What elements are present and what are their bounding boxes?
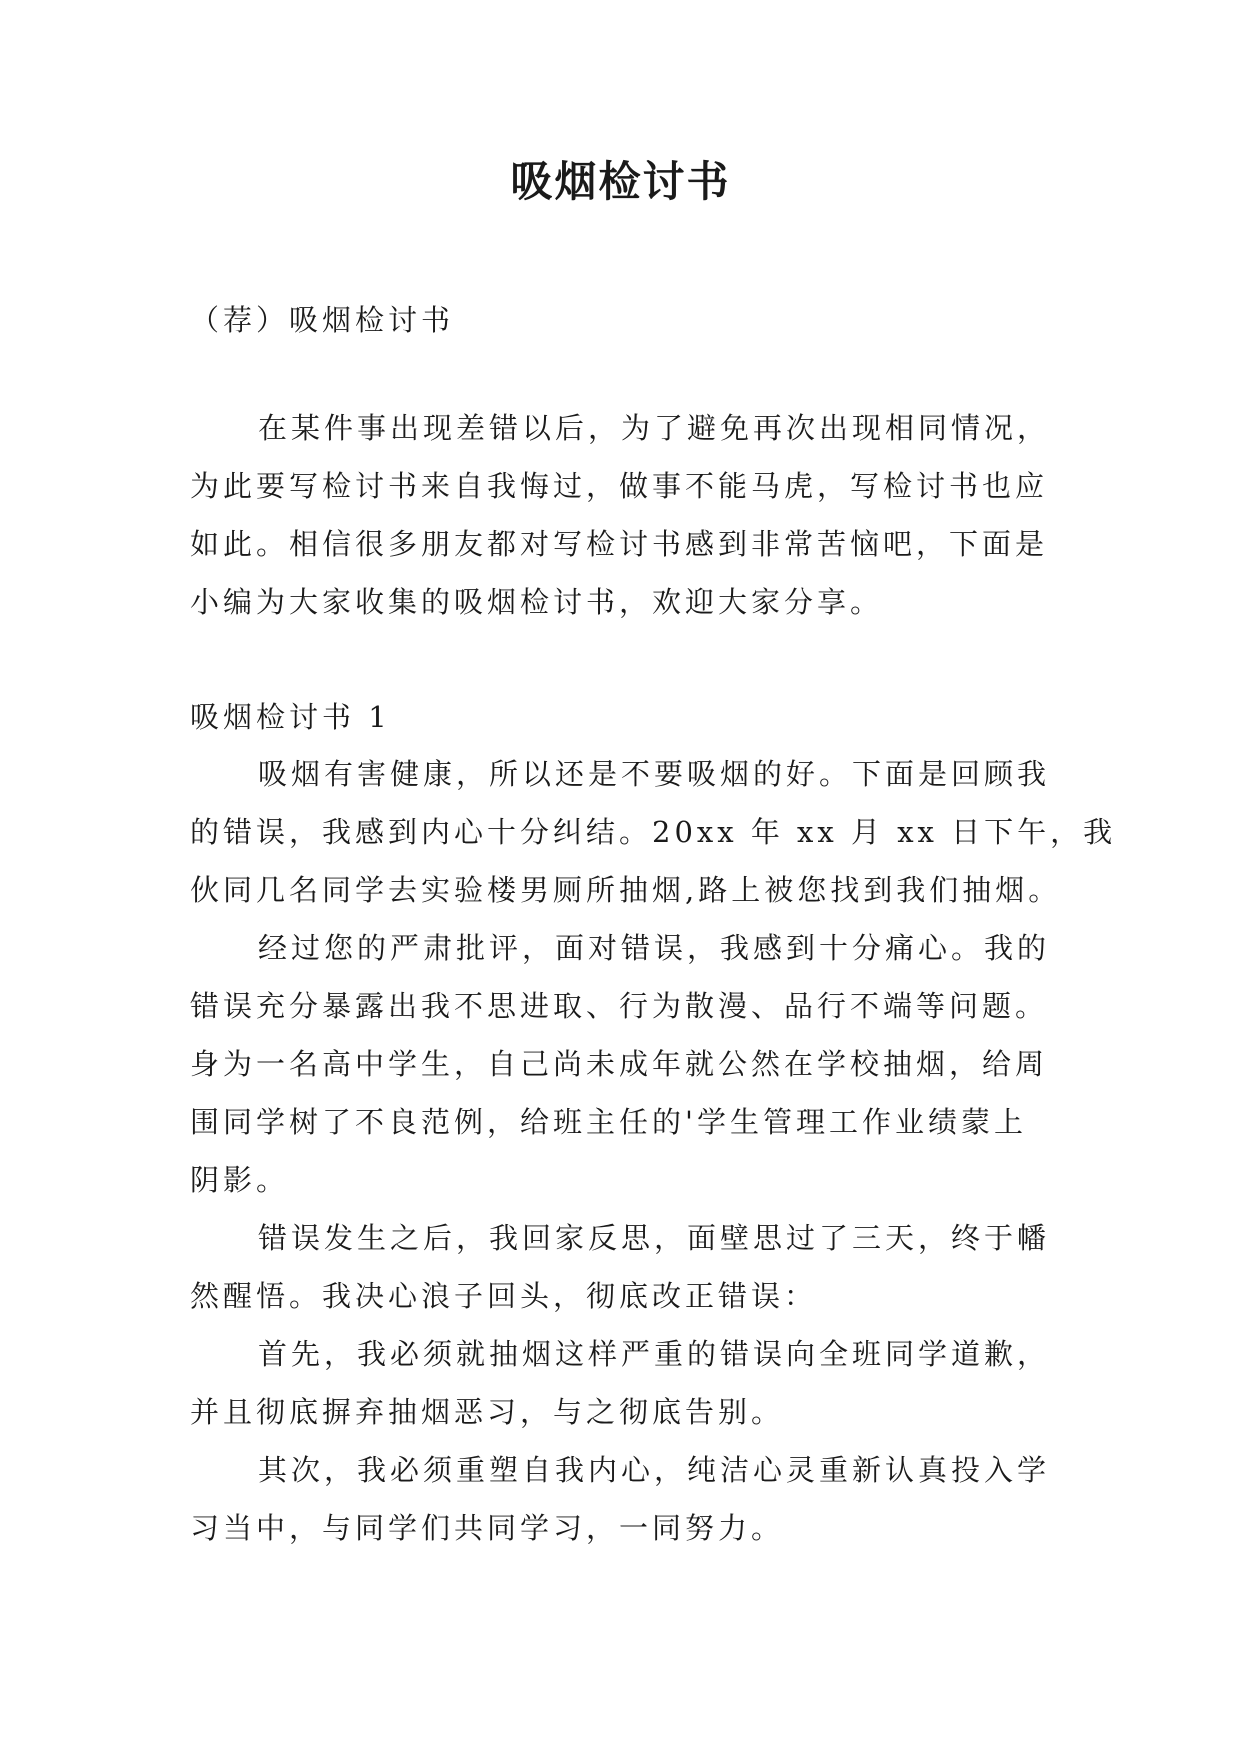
body-line-4: 经过您的严肃批评，面对错误，我感到十分痛心。我的 <box>258 931 1051 965</box>
intro-line-2: 为此要写检讨书来自我悔过，做事不能马虎，写检讨书也应 <box>190 469 1049 503</box>
body-line-6: 身为一名高中学生，自己尚未成年就公然在学校抽烟，给周 <box>190 1047 1049 1081</box>
body-line-8: 阴影。 <box>190 1163 290 1197</box>
section-heading: 吸烟检讨书 1 <box>190 700 391 734</box>
body-line-14: 习当中，与同学们共同学习，一同努力。 <box>190 1511 785 1545</box>
body-line-12: 并且彻底摒弃抽烟恶习，与之彻底告别。 <box>190 1395 785 1429</box>
body-line-2: 的错误，我感到内心十分纠结。20xx 年 xx 月 xx 日下午，我 <box>190 815 1117 849</box>
body-line-11: 首先，我必须就抽烟这样严重的错误向全班同学道歉， <box>258 1337 1051 1371</box>
document-subtitle: （荐）吸烟检讨书 <box>190 303 455 337</box>
body-line-7: 围同学树了不良范例，给班主任的'学生管理工作业绩蒙上 <box>190 1105 1027 1139</box>
body-line-10: 然醒悟。我决心浪子回头，彻底改正错误： <box>190 1279 818 1313</box>
intro-line-1: 在某件事出现差错以后，为了避免再次出现相同情况， <box>258 411 1051 445</box>
body-line-5: 错误充分暴露出我不思进取、行为散漫、品行不端等问题。 <box>190 989 1049 1023</box>
body-line-1: 吸烟有害健康，所以还是不要吸烟的好。下面是回顾我 <box>258 757 1051 791</box>
document-title: 吸烟检讨书 <box>510 157 731 206</box>
body-line-9: 错误发生之后，我回家反思，面壁思过了三天，终于幡 <box>258 1221 1051 1255</box>
intro-line-4: 小编为大家收集的吸烟检讨书，欢迎大家分享。 <box>190 585 884 619</box>
intro-line-3: 如此。相信很多朋友都对写检讨书感到非常苦恼吧，下面是 <box>190 527 1049 561</box>
body-line-3: 伙同几名同学去实验楼男厕所抽烟,路上被您找到我们抽烟。 <box>190 873 1062 907</box>
body-line-13: 其次，我必须重塑自我内心，纯洁心灵重新认真投入学 <box>258 1453 1051 1487</box>
